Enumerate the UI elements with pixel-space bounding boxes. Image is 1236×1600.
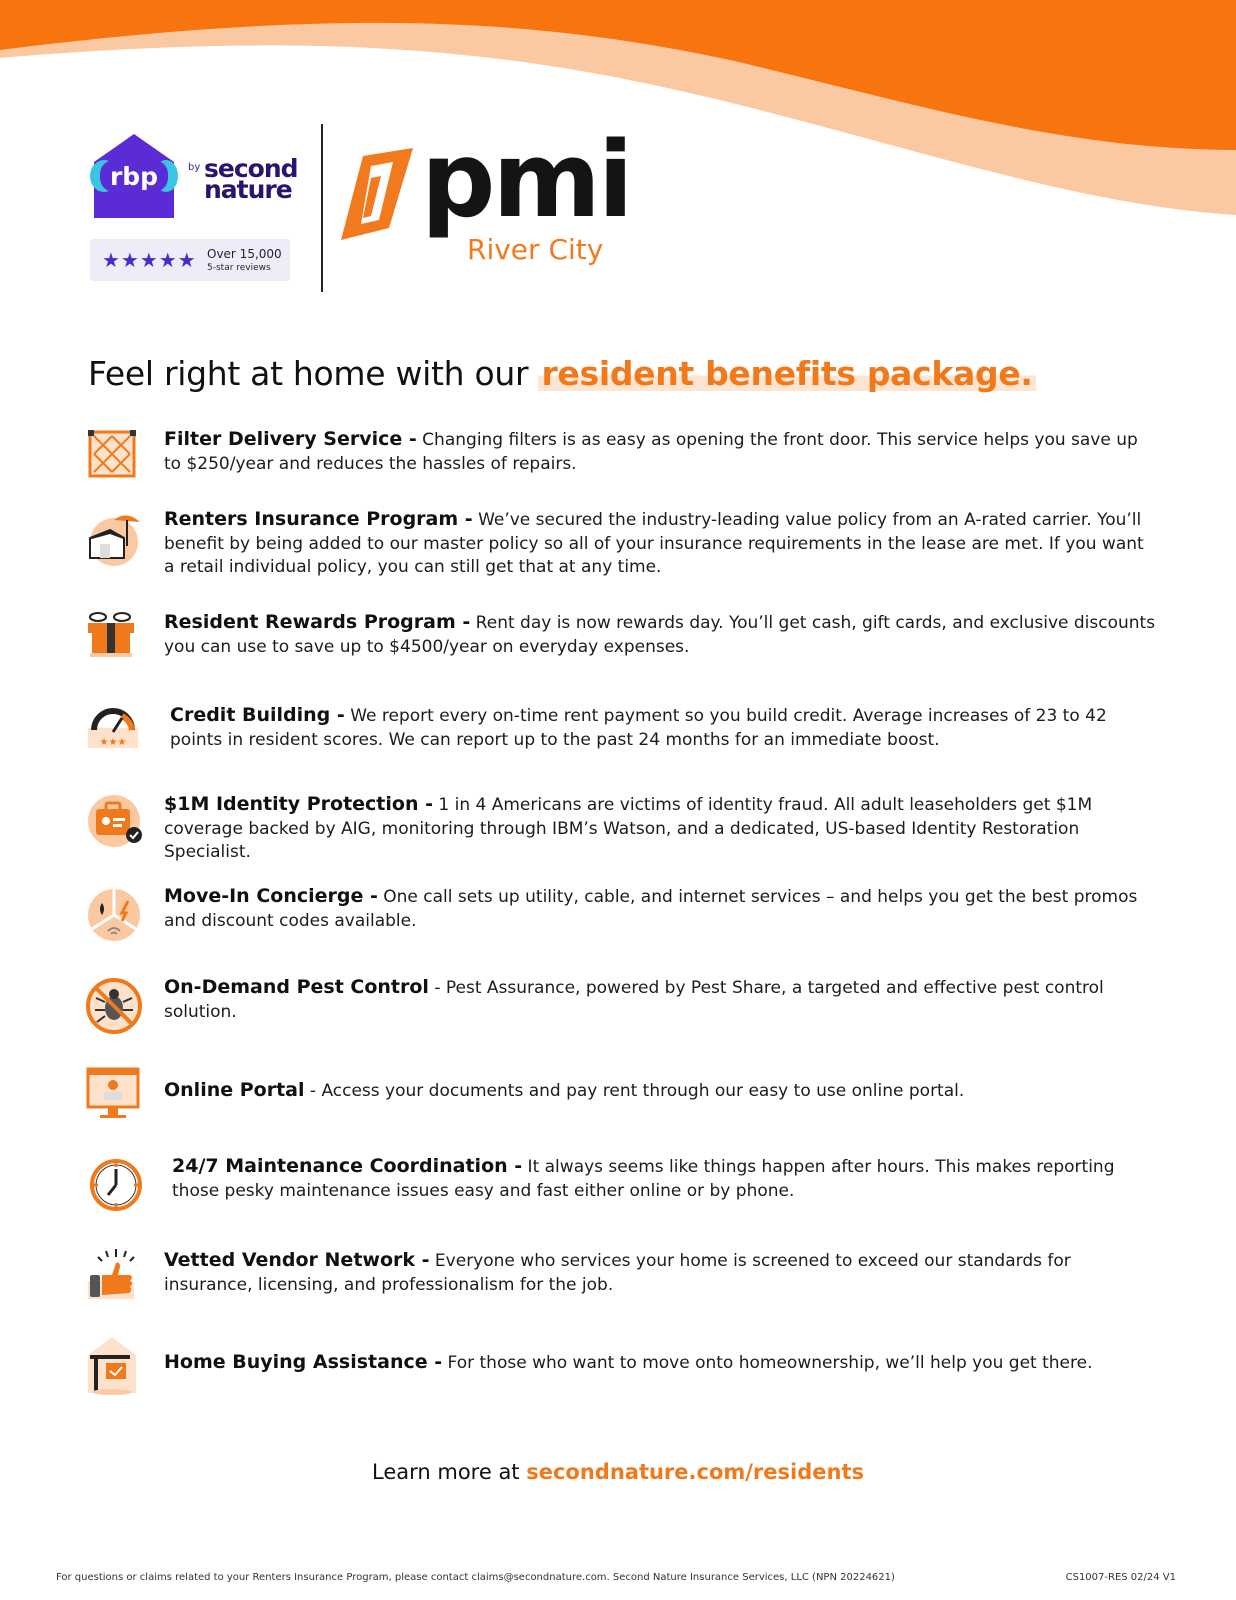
learn-more-prefix: Learn more at	[372, 1460, 527, 1484]
benefit-title: Renters Insurance Program -	[164, 508, 473, 530]
gift-icon	[86, 611, 146, 671]
benefit-desc: We’ve secured the industry-leading value policy from an A-rated carrier. You’ll benefit by being added to our master policy so all of your insurance requirements in the lease are met. If you want a retail individual policy, you can still get that at any time.	[164, 510, 1144, 577]
benefit-desc: We report every on-time rent payment so you build credit. Average increases of 23 to 42 points in resident scores. We can report up to the past 24 months for an immediate boost.	[170, 706, 1107, 750]
no-bug-icon	[86, 976, 146, 1036]
benefit-title: On-Demand Pest Control	[164, 976, 429, 998]
reviews-badge	[90, 239, 290, 281]
benefit-title: Home Buying Assistance -	[164, 1351, 443, 1373]
learn-more-link[interactable]: secondnature.com/residents	[526, 1460, 864, 1484]
reviews-count: Over 15,000	[207, 247, 282, 261]
svg-text:★★★: ★★★	[99, 737, 127, 748]
id-badge-icon	[86, 793, 146, 853]
thumbs-up-icon	[86, 1249, 146, 1309]
pmi-city-name: River City	[467, 233, 604, 266]
pmi-mark-icon	[341, 148, 417, 248]
benefit-desc: It always seems like things happen after hours. This makes reporting those pesky maintenance issues easy and fast either online or by phone.	[172, 1157, 1115, 1201]
five-star-icon: ★★★★★	[102, 248, 197, 272]
house-sign-icon	[86, 1335, 146, 1395]
benefit-desc: - Access your documents and pay rent through our easy to use online portal.	[304, 1081, 965, 1101]
benefit-desc: Everyone who services your home is screened to exceed our standards for insurance, licensing, and professionalism for the job.	[164, 1251, 1071, 1295]
benefit-title: Credit Building -	[170, 704, 345, 726]
rbp-logo-text: rbp	[109, 162, 159, 191]
second-nature-wordmark: second nature	[204, 154, 298, 204]
headline-prefix: Feel right at home with our	[88, 354, 539, 393]
footer-code: CS1007-RES 02/24 V1	[1065, 1572, 1176, 1583]
reviews-caption: 5-star reviews	[207, 263, 271, 273]
benefit-desc: 1 in 4 Americans are victims of identity fraud. All adult leaseholders get $1M coverage backed by AIG, monitoring through IBM’s Watson, and a dedicated, US-based Identity Restoration Specialist.	[164, 795, 1093, 862]
learn-more	[0, 1460, 1236, 1484]
page-headline	[88, 354, 1036, 393]
monitor-icon	[86, 1065, 146, 1125]
benefit-title: Resident Rewards Program -	[164, 611, 471, 633]
benefit-title: Online Portal	[164, 1079, 305, 1101]
benefit-title: Filter Delivery Service -	[164, 428, 417, 450]
gauge-icon	[86, 704, 146, 764]
benefit-desc: One call sets up utility, cable, and internet services – and helps you get the best promos and discount codes available.	[164, 887, 1138, 931]
pmi-wordmark: pmi	[421, 119, 631, 241]
benefit-desc: Changing filters is as easy as opening the front door. This service helps you save up to $250/year and reduces the hassles of repairs.	[164, 430, 1138, 474]
footer-disclaimer: For questions or claims related to your Renters Insurance Program, please contact claims@secondnature.com. Second Nature Insurance Services, LLC (NPN 20224621)	[56, 1572, 895, 1583]
benefit-desc: - Pest Assurance, powered by Pest Share, a targeted and effective pest control solution.	[164, 978, 1104, 1022]
logo-divider	[321, 124, 323, 292]
benefit-desc: Rent day is now rewards day. You’ll get cash, gift cards, and exclusive discounts you can use to save up to $4500/year on everyday expenses.	[164, 613, 1156, 657]
filter-icon	[86, 428, 146, 488]
benefit-title: Move-In Concierge -	[164, 885, 378, 907]
benefit-title: Vetted Vendor Network -	[164, 1249, 430, 1271]
benefit-desc: For those who want to move onto homeownership, we’ll help you get there.	[442, 1353, 1093, 1373]
by-text: by	[188, 162, 201, 173]
utilities-icon	[86, 885, 146, 945]
umbrella-house-icon	[86, 508, 146, 568]
headline-highlight: resident benefits package.	[538, 354, 1035, 393]
clock-icon	[86, 1155, 146, 1215]
benefit-title: $1M Identity Protection -	[164, 793, 433, 815]
rbp-logo	[90, 132, 178, 220]
benefit-title: 24/7 Maintenance Coordination -	[172, 1155, 523, 1177]
